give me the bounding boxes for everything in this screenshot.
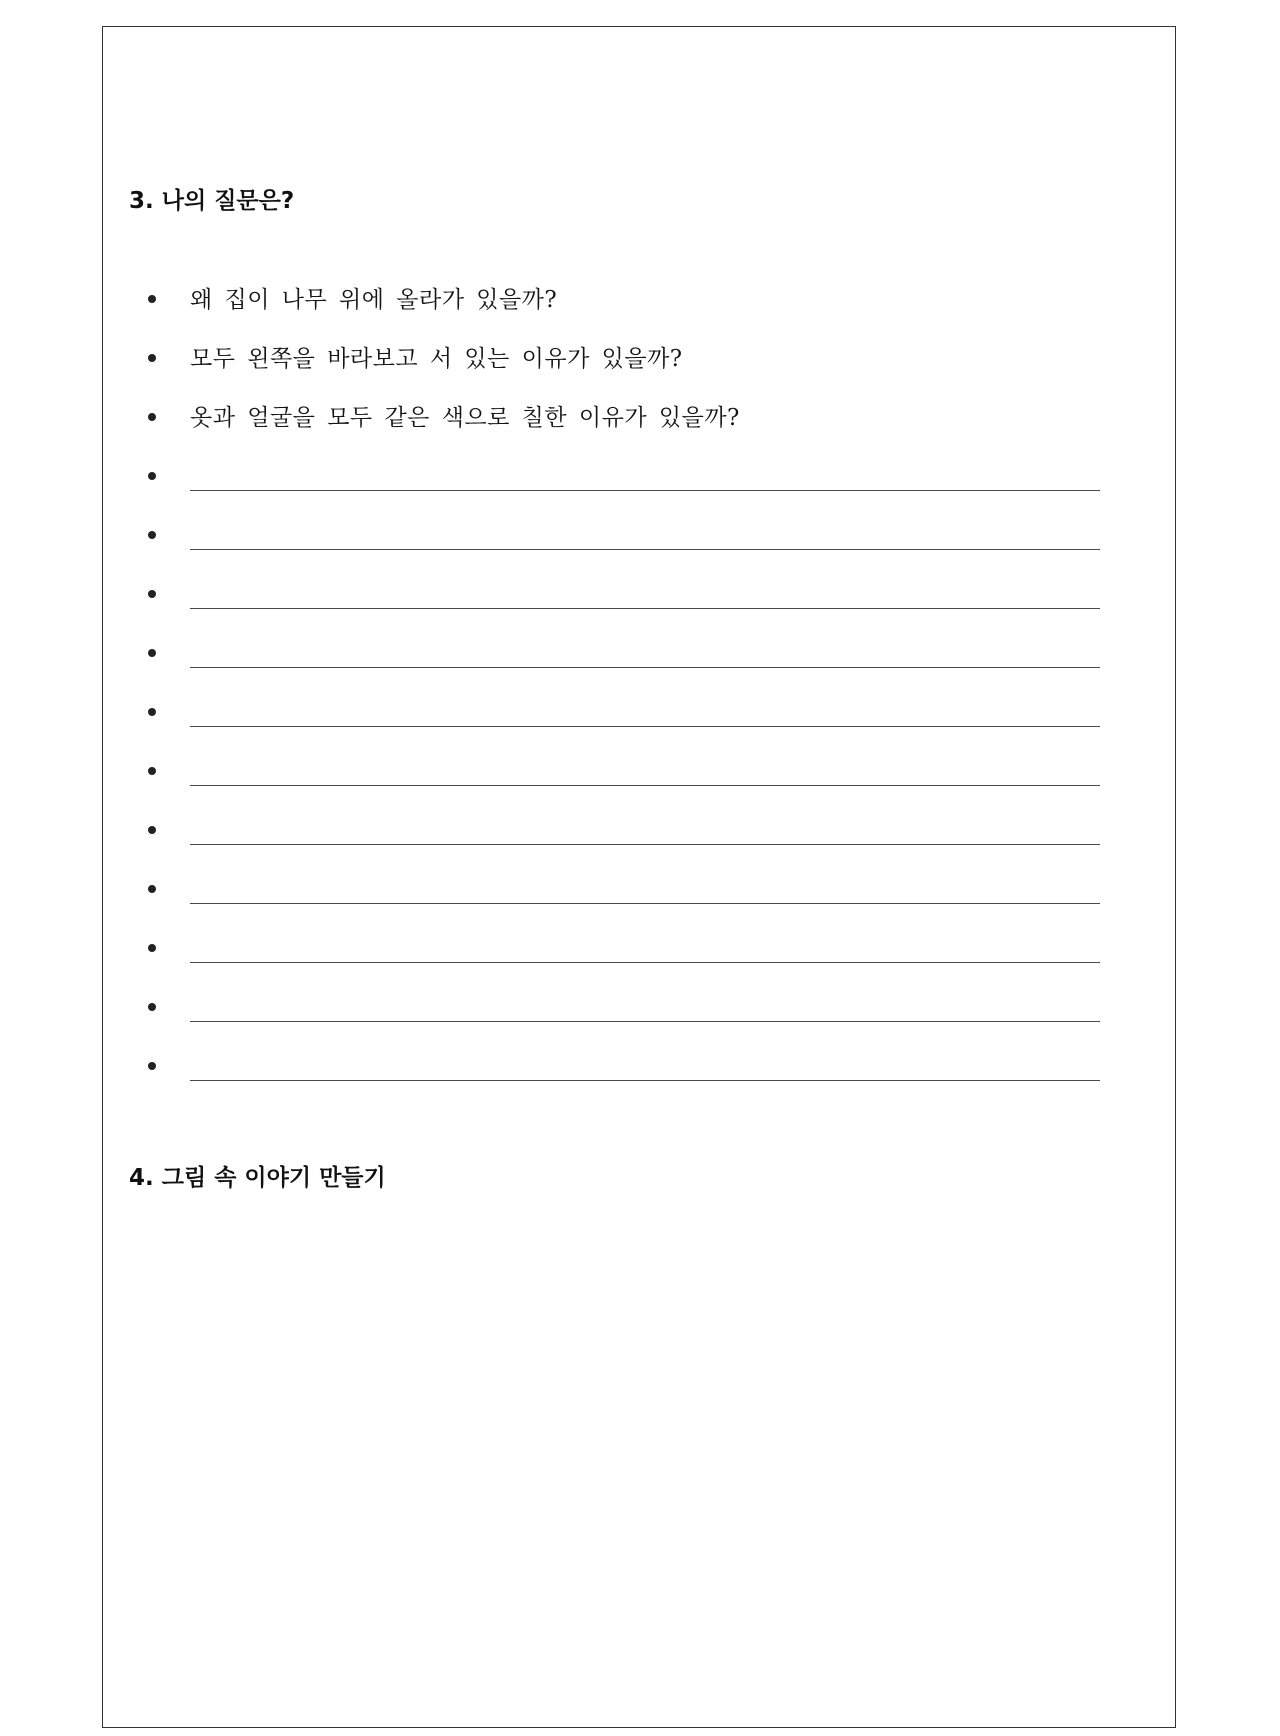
bullet-icon: [148, 354, 156, 362]
bullet-icon: [148, 708, 156, 716]
blank-question-item: [148, 994, 1100, 1053]
blank-question-item: [148, 935, 1100, 994]
question-list: [148, 286, 1100, 1112]
answer-blank-line[interactable]: [190, 1021, 1100, 1022]
answer-blank-line[interactable]: [190, 549, 1100, 550]
question-text: 옷과 얼굴을 모두 같은 색으로 칠한 이유가 있을까?: [190, 405, 740, 431]
answer-blank-line[interactable]: [190, 962, 1100, 963]
bullet-icon: [148, 531, 156, 539]
bullet-icon: [148, 885, 156, 893]
bullet-icon: [148, 413, 156, 421]
blank-question-item: [148, 581, 1100, 640]
answer-blank-line[interactable]: [190, 844, 1100, 845]
question-item: [148, 345, 1100, 404]
bullet-icon: [148, 295, 156, 303]
bullet-icon: [148, 472, 156, 480]
answer-blank-line[interactable]: [190, 490, 1100, 491]
answer-blank-line[interactable]: [190, 726, 1100, 727]
question-item: [148, 286, 1100, 345]
answer-blank-line[interactable]: [190, 785, 1100, 786]
question-item: [148, 404, 1100, 463]
bullet-icon: [148, 1062, 156, 1070]
blank-question-item: [148, 522, 1100, 581]
blank-question-item: [148, 699, 1100, 758]
story-writing-area[interactable]: [129, 1215, 1149, 1695]
bullet-icon: [148, 826, 156, 834]
blank-question-item: [148, 817, 1100, 876]
bullet-icon: [148, 1003, 156, 1011]
bullet-icon: [148, 944, 156, 952]
section-3-heading: 3. 나의 질문은?: [129, 188, 295, 214]
blank-question-item: [148, 640, 1100, 699]
question-text: 모두 왼쪽을 바라보고 서 있는 이유가 있을까?: [190, 346, 683, 372]
section-4-heading: 4. 그림 속 이야기 만들기: [129, 1165, 386, 1191]
answer-blank-line[interactable]: [190, 667, 1100, 668]
answer-blank-line[interactable]: [190, 903, 1100, 904]
blank-question-item: [148, 1053, 1100, 1112]
bullet-icon: [148, 649, 156, 657]
blank-question-item: [148, 463, 1100, 522]
question-text: 왜 집이 나무 위에 올라가 있을까?: [190, 287, 558, 313]
blank-question-item: [148, 876, 1100, 935]
bullet-icon: [148, 767, 156, 775]
answer-blank-line[interactable]: [190, 1080, 1100, 1081]
bullet-icon: [148, 590, 156, 598]
blank-question-item: [148, 758, 1100, 817]
answer-blank-line[interactable]: [190, 608, 1100, 609]
